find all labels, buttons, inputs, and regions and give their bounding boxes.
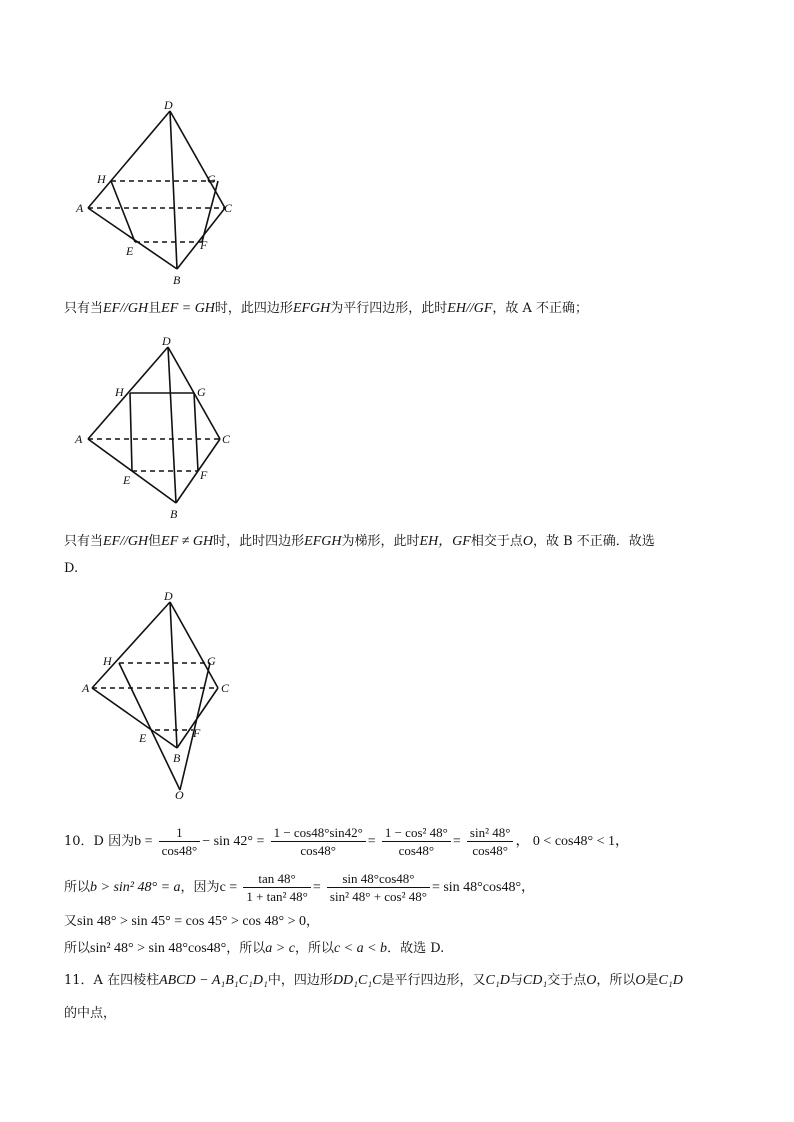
q11-line-2: 的中点， (64, 1006, 117, 1021)
figure-tetrahedron-3 (70, 585, 250, 805)
label-C: C (222, 432, 231, 446)
label-G: G (197, 385, 206, 399)
fraction: $\frac{\text{1 − cos² 48°}}{\cos 48^\circ}$ (382, 824, 451, 859)
paragraph-2: 只有当EF//GH但EF ≠ GH时，此时四边形EFGH为梯形，此时EH，GF相交于点O，故 B 不正确．故选 (64, 534, 655, 549)
label-H: H (103, 654, 112, 668)
q10-line-1: 10．D 因为b = $\frac{1}{\cos 48^\circ}$ − sin 42° = $\frac{1 - \cos 48^\circ\sin 42^\circ}{\cos 48^\circ}$ = $\frac{\text{1 − cos² 48°}}{\cos 48^\circ}$ = $\frac{\text{sin² 48°}}{\cos 48^\circ}$ ， 0 < cos48° < 1， (64, 825, 629, 858)
q10-line-2: 所以b > sin² 48° = a，因为c = $\frac{\tan 48^\circ}{\text{1 + tan² 48°}}$ = $\frac{\sin 48^\circ\cos 48^\circ}{\text{sin² 48° + cos² 48°}}$ = sin 48°cos48°， (64, 871, 536, 904)
label-H: H (97, 172, 106, 186)
paragraph-2-cont: D. (64, 561, 79, 576)
label-F: F (200, 468, 208, 482)
label-G: G (207, 654, 216, 668)
label-O: O (175, 788, 184, 802)
label-F: F (193, 726, 201, 740)
q10-line-3: 又sin 48° > sin 45° = cos 45° > cos 48° > 0， (64, 914, 320, 929)
label-A: A (76, 201, 84, 215)
label-B: B (170, 507, 178, 521)
label-E: E (139, 731, 147, 745)
label-C: C (224, 201, 233, 215)
figure-tetrahedron-1 (70, 95, 250, 295)
fraction: $\frac{\sin 48^\circ\cos 48^\circ}{\text{sin² 48° + cos² 48°}}$ (327, 870, 430, 905)
label-B: B (173, 273, 181, 287)
label-E: E (126, 244, 134, 258)
fraction: $\frac{\text{sin² 48°}}{\cos 48^\circ}$ (467, 824, 514, 859)
label-A: A (82, 681, 90, 695)
label-B: B (173, 751, 181, 765)
figure-tetrahedron-2 (70, 330, 250, 525)
q10-line-4: 所以sin² 48° > sin 48°cos48°，所以a > c，所以c < a < b．故选 D. (64, 941, 445, 956)
label-G: G (207, 172, 216, 186)
label-D: D (164, 589, 173, 603)
label-H: H (115, 385, 124, 399)
fraction: $\frac{\tan 48^\circ}{\text{1 + tan² 48°}}$ (243, 870, 311, 905)
label-A: A (75, 432, 83, 446)
fraction: $\frac{1}{\cos 48^\circ}$ (159, 824, 201, 859)
label-D: D (164, 98, 173, 112)
label-D: D (162, 334, 171, 348)
fraction: $\frac{1 - \cos 48^\circ\sin 42^\circ}{\cos 48^\circ}$ (271, 824, 366, 859)
label-E: E (123, 473, 131, 487)
label-F: F (200, 238, 208, 252)
q11-line-1: 11．A 在四棱柱ABCD − A₁B₁C₁D₁中，四边形DD₁C₁C是平行四边形，又C₁D与CD₁交于点O，所以O是C₁D (64, 973, 683, 988)
label-C: C (221, 681, 230, 695)
paragraph-1: 只有当EF//GH且EF = GH时，此四边形EFGH为平行四边形，此时EH//GF，故 A 不正确； (64, 301, 589, 316)
